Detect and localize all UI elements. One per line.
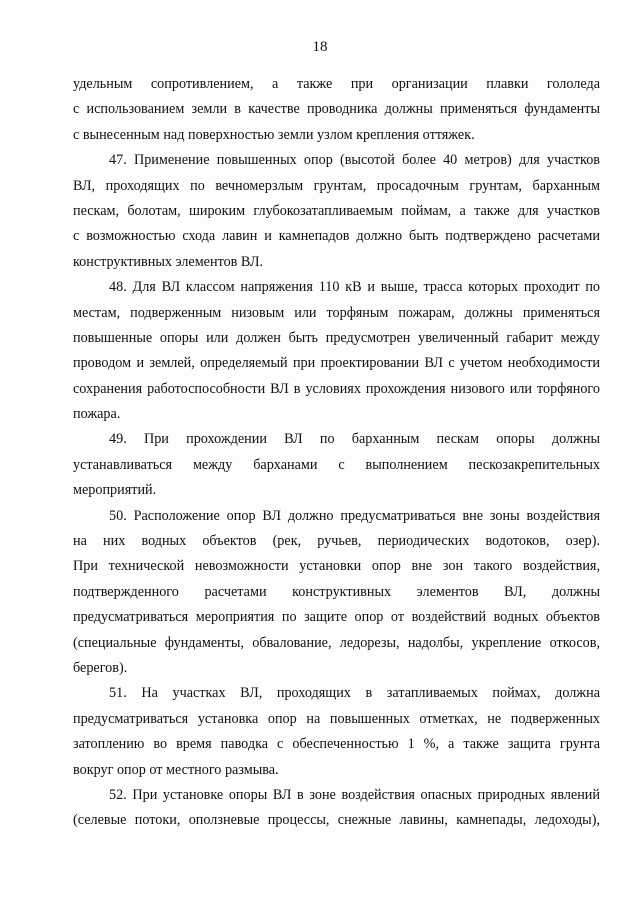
text-line: на них водных объектов (рек, ручьев, периодических водотоков, озер). — [73, 533, 600, 550]
document-body — [73, 72, 600, 834]
paragraph-47 — [73, 148, 600, 275]
page-number: 18 — [312, 39, 328, 55]
paragraph-52 — [73, 783, 600, 834]
text-line: пескам, болотам, широким глубокозатапливаемым поймам, а также для участков — [73, 202, 600, 219]
paragraph-50 — [73, 504, 600, 682]
text-line: вокруг опор от местного размыва. — [73, 761, 279, 778]
text-line: с вынесенным над поверхностью земли узлом крепления оттяжек. — [73, 126, 475, 143]
text-line: мероприятий. — [73, 482, 157, 499]
text-line: 49. При прохождении ВЛ по барханным пескам опоры должны — [109, 431, 600, 448]
text-line: 48. Для ВЛ классом напряжения 110 кВ и выше, трасса которых проходит по — [109, 279, 600, 296]
paragraph-51 — [73, 681, 600, 783]
text-line: повышенные опоры или должен быть предусмотрен увеличенный габарит между — [73, 329, 600, 346]
paragraph-continuation — [73, 72, 600, 148]
text-line: местам, подверженным низовым или торфяным пожарам, должны применяться — [73, 304, 600, 321]
text-line: конструктивных элементов ВЛ. — [73, 253, 264, 270]
text-line: затоплению во время паводка с обеспеченностью 1 %, а также защита грунта — [73, 736, 600, 753]
text-line: берегов). — [73, 659, 128, 676]
text-line: При технической невозможности установки опор вне зон такого воздействия, — [73, 558, 600, 575]
text-line: устанавливаться между барханами с выполнением пескозакрепительных — [73, 456, 600, 473]
text-line: ВЛ, проходящих по вечномерзлым грунтам, просадочным грунтам, барханным — [73, 177, 600, 194]
text-line: с использованием земли в качестве проводника должны применяться фундаменты — [73, 101, 600, 118]
text-line: предусматриваться установка опор на повышенных отметках, не подверженных — [73, 710, 600, 727]
text-line: сохранения работоспособности ВЛ в условиях прохождения низового или торфяного — [73, 380, 600, 397]
text-line: пожара. — [73, 406, 121, 423]
text-line: 50. Расположение опор ВЛ должно предусматриваться вне зоны воздействия — [109, 507, 600, 524]
paragraph-49 — [73, 427, 600, 503]
paragraph-48 — [73, 275, 600, 427]
text-line: 52. При установке опоры ВЛ в зоне воздействия опасных природных явлений — [109, 786, 600, 803]
text-line: с возможностью схода лавин и камнепадов должно быть подтверждено расчетами — [73, 228, 600, 245]
text-line: предусматриваться мероприятия по защите опор от воздействий водных объектов — [73, 609, 600, 626]
text-line: (селевые потоки, оползневые процессы, снежные лавины, камнепады, ледоходы), — [73, 812, 600, 829]
text-line: проводом и землей, определяемый при проектировании ВЛ с учетом необходимости — [73, 355, 600, 372]
text-line: подтвержденного расчетами конструктивных элементов ВЛ, должны — [73, 583, 600, 600]
text-line: 51. На участках ВЛ, проходящих в затапливаемых поймах, должна — [109, 685, 600, 702]
text-line: 47. Применение повышенных опор (высотой более 40 метров) для участков — [109, 152, 600, 169]
text-line: удельным сопротивлением, а также при организации плавки гололеда — [73, 76, 600, 92]
text-line: (специальные фундаменты, обвалование, ледорезы, надолбы, укрепление откосов, — [73, 634, 600, 651]
